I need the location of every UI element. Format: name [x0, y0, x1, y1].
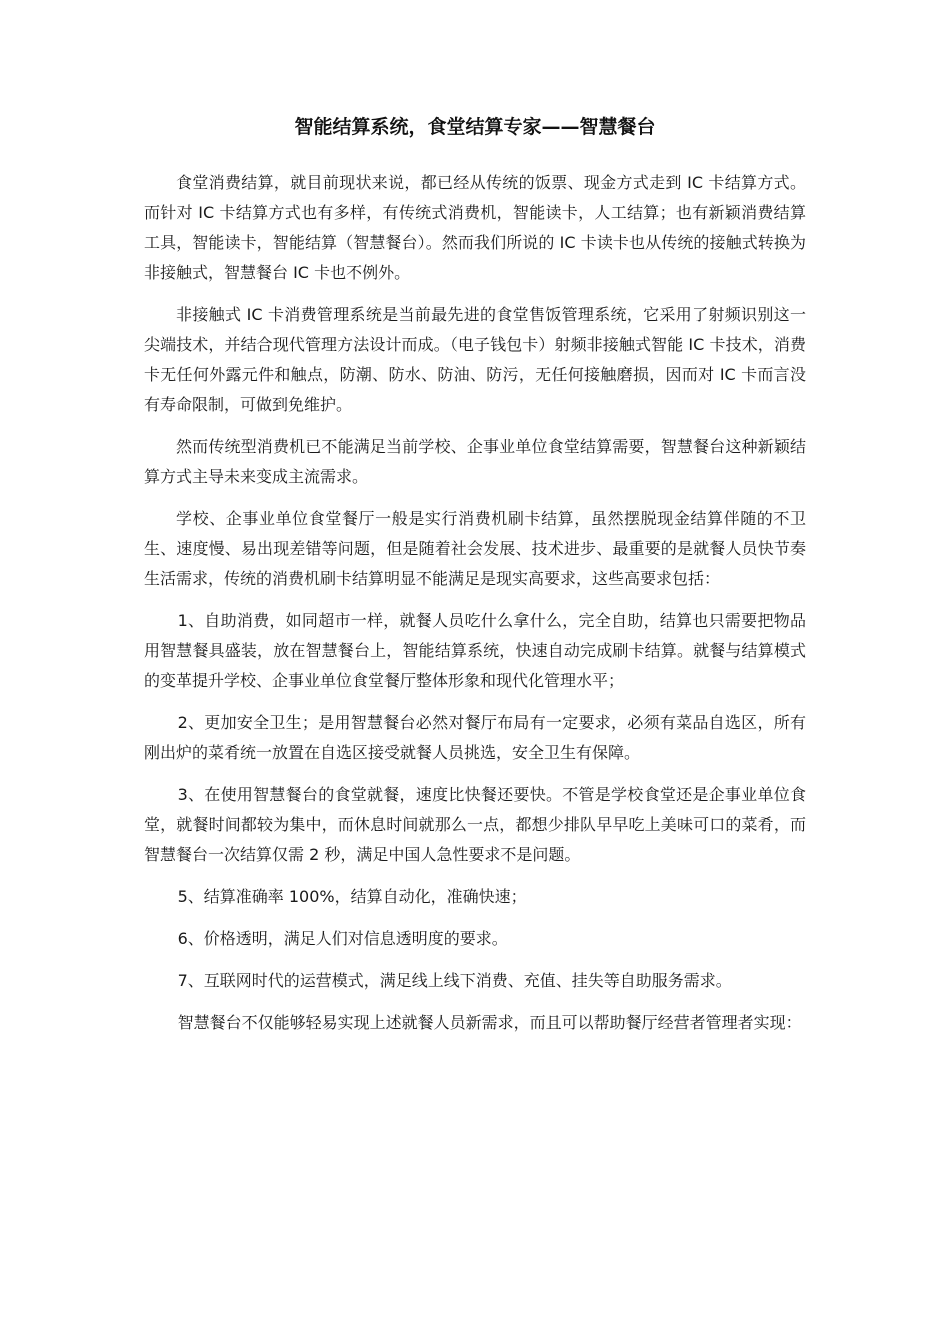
list-item-internet-model: 7、互联网时代的运营模式，满足线上线下消费、充值、挂失等自助服务需求。: [177, 971, 732, 990]
paragraph-intro: 食堂消费结算，就目前现状来说，都已经从传统的饭票、现金方式走到 IC 卡结算方式。而针对 IC 卡结算方式也有多样，有传统式消费机，智能读卡，人工结算；也有新颖消费结算工具，智能读卡，智能结算（智慧餐台）。然而我们所说的 IC 卡读卡也从传统的接触式转换为非接触式，智慧餐台 IC 卡也不例外。: [144, 173, 806, 282]
document-body: [144, 168, 806, 1050]
list-item-hygiene: 2、更加安全卫生；是用智慧餐台必然对餐厅布局有一定要求，必须有菜品自选区，所有刚出炉的菜肴统一放置在自选区接受就餐人员挑选，安全卫生有保障。: [144, 713, 806, 762]
document-title: 智能结算系统，食堂结算专家——智慧餐台: [294, 116, 656, 138]
paragraph-contactless-ic: 非接触式 IC 卡消费管理系统是当前最先进的食堂售饭管理系统，它采用了射频识别这一尖端技术，并结合现代管理方法设计而成。（电子钱包卡）射频非接触式智能 IC 卡技术，消费卡无任何外露元件和触点，防潮、防水、防油、防污，无任何接触磨损，因而对 IC 卡而言没有寿命限制，可做到免维护。: [144, 305, 806, 414]
paragraph-traditional-limits: 然而传统型消费机已不能满足当前学校、企事业单位食堂结算需要，智慧餐台这种新颖结算方式主导未来变成主流需求。: [144, 437, 806, 486]
list-item-self-service: 1、自助消费，如同超市一样，就餐人员吃什么拿什么，完全自助，结算也只需要把物品用智慧餐具盛装，放在智慧餐台上，智能结算系统，快速自动完成刷卡结算。就餐与结算模式的变革提升学校、企事业单位食堂餐厅整体形象和现代化管理水平；: [144, 611, 806, 690]
list-item-transparency: 6、价格透明，满足人们对信息透明度的要求。: [177, 929, 508, 948]
list-item-speed: 3、在使用智慧餐台的食堂就餐，速度比快餐还要快。不管是学校食堂还是企事业单位食堂，就餐时间都较为集中，而休息时间就那么一点，都想少排队早早吃上美味可口的菜肴，而智慧餐台一次结算仅需 2 秒，满足中国人急性要求不是问题。: [144, 785, 806, 864]
paragraph-manager-benefits: 智慧餐台不仅能够轻易实现上述就餐人员新需求，而且可以帮助餐厅经营者管理者实现：: [177, 1013, 802, 1032]
list-item-accuracy: 5、结算准确率 100%，结算自动化，准确快速；: [177, 887, 527, 906]
paragraph-requirements: 学校、企事业单位食堂餐厅一般是实行消费机刷卡结算，虽然摆脱现金结算伴随的不卫生、速度慢、易出现差错等问题，但是随着社会发展、技术进步、最重要的是就餐人员快节奏生活需求，传统的消费机刷卡结算明显不能满足是现实高要求，这些高要求包括：: [144, 509, 806, 588]
